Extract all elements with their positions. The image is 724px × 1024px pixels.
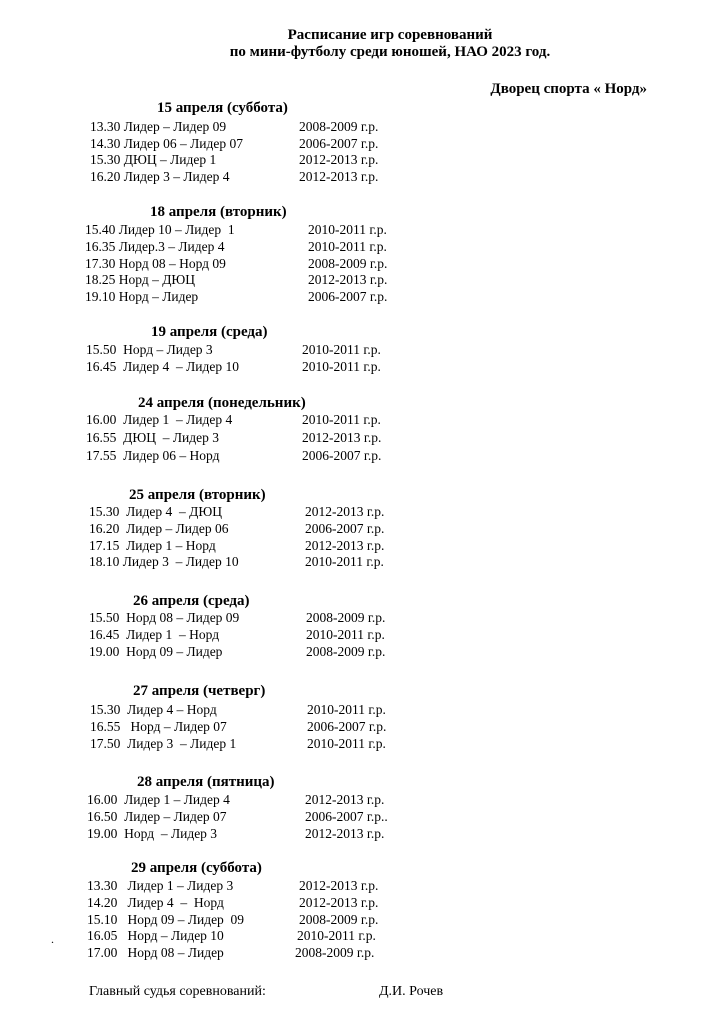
game-age-group: 2012-2013 г.р. — [299, 878, 379, 893]
chief-referee-name: Д.И. Рочев — [379, 984, 444, 999]
game-row — [85, 238, 387, 255]
day-heading: 28 апреля (пятница) — [137, 774, 275, 790]
game-age-group: 2008-2009 г.р. — [308, 255, 388, 271]
game-row — [90, 152, 379, 168]
game-match: 16.45 Лидер 1 – Норд — [89, 626, 220, 642]
game-row — [89, 520, 385, 537]
game-match: 17.50 Лидер 3 – Лидер 1 — [90, 735, 237, 751]
day-heading: 24 апреля (понедельник) — [138, 395, 306, 411]
day-heading: 18 апреля (вторник) — [150, 204, 287, 220]
document-title-line-2: по мини-футболу среди юношей, НАО 2023 год. — [229, 44, 551, 60]
game-row — [89, 610, 386, 626]
chief-referee-label: Главный судья соревнований: — [89, 984, 266, 999]
game-match: 17.15 Лидер 1 – Норд — [89, 537, 216, 553]
game-row — [89, 504, 385, 520]
game-age-group: 2012-2013 г.р. — [305, 537, 385, 553]
day-heading: 27 апреля (четверг) — [133, 683, 266, 699]
game-match: 15.50 Норд – Лидер 3 — [86, 342, 213, 357]
game-row — [89, 626, 385, 643]
game-row — [86, 358, 381, 375]
day-heading: 26 апреля (среда) — [133, 593, 250, 609]
game-age-group: 2006-2007 г.р.. — [305, 808, 388, 824]
game-match: 16.45 Лидер 4 – Лидер 10 — [86, 358, 239, 374]
game-row — [90, 119, 379, 135]
game-match: 16.00 Лидер 1 – Лидер 4 — [86, 412, 233, 427]
day-heading: 29 апреля (суббота) — [131, 860, 262, 876]
game-row — [85, 272, 388, 288]
game-age-group: 2008-2009 г.р. — [299, 911, 379, 927]
game-match: 15.30 ДЮЦ – Лидер 1 — [90, 152, 217, 168]
game-age-group: 2012-2013 г.р. — [305, 792, 385, 807]
game-age-group: 2012-2013 г.р. — [299, 152, 379, 168]
game-age-group: 2010-2011 г.р. — [297, 928, 376, 944]
game-age-group: 2006-2007 г.р. — [302, 447, 382, 463]
game-match: 15.50 Норд 08 – Лидер 09 — [89, 610, 240, 625]
game-row — [89, 537, 385, 554]
game-row — [90, 169, 379, 185]
game-age-group: 2012-2013 г.р. — [302, 429, 382, 445]
venue-title: Дворец спорта « Норд» — [490, 81, 647, 97]
game-age-group: 2010-2011 г.р. — [302, 358, 381, 374]
game-age-group: 2012-2013 г.р. — [299, 169, 379, 185]
game-row — [86, 342, 381, 358]
game-row — [87, 911, 379, 928]
game-row — [85, 255, 388, 272]
game-match: 13.30 Лидер 1 – Лидер 3 — [87, 878, 234, 893]
game-row — [87, 792, 385, 808]
game-match: 16.50 Лидер – Лидер 07 — [87, 808, 227, 824]
game-age-group: 2010-2011 г.р. — [306, 626, 385, 642]
game-row — [90, 718, 387, 735]
day-heading: 19 апреля (среда) — [151, 324, 268, 340]
game-row — [86, 447, 382, 464]
game-row — [87, 878, 379, 894]
game-match: 15.40 Лидер 10 – Лидер 1 — [85, 222, 235, 237]
game-match: 16.05 Норд – Лидер 10 — [87, 928, 224, 944]
game-match: 16.00 Лидер 1 – Лидер 4 — [87, 792, 230, 807]
game-row — [87, 945, 375, 961]
game-row — [87, 928, 376, 944]
game-age-group: 2006-2007 г.р. — [305, 520, 385, 536]
game-match: 17.30 Норд 08 – Норд 09 — [85, 255, 226, 271]
stray-mark: . — [51, 932, 54, 946]
game-row — [90, 135, 379, 152]
game-age-group: 2010-2011 г.р. — [302, 412, 381, 427]
game-row — [85, 222, 387, 238]
game-age-group: 2008-2009 г.р. — [306, 610, 386, 625]
game-row — [87, 808, 388, 825]
day-heading: 15 апреля (суббота) — [157, 100, 288, 116]
game-age-group: 2010-2011 г.р. — [308, 222, 387, 237]
game-row — [89, 643, 386, 660]
game-age-group: 2008-2009 г.р. — [306, 643, 386, 659]
game-age-group: 2012-2013 г.р. — [299, 894, 379, 910]
game-row — [86, 412, 381, 428]
game-match: 19.10 Норд – Лидер — [85, 289, 199, 305]
game-age-group: 2012-2013 г.р. — [305, 825, 385, 841]
game-match: 14.30 Лидер 06 – Лидер 07 — [90, 135, 243, 151]
game-match: 15.10 Норд 09 – Лидер 09 — [87, 911, 245, 927]
game-row — [90, 735, 386, 752]
game-age-group: 2010-2011 г.р. — [302, 342, 381, 357]
game-row — [90, 702, 386, 718]
game-age-group: 2008-2009 г.р. — [299, 119, 379, 134]
game-age-group: 2006-2007 г.р. — [308, 289, 388, 305]
game-match: 16.20 Лидер 3 – Лидер 4 — [90, 169, 230, 185]
game-row — [86, 429, 382, 446]
game-match: 18.10 Лидер 3 – Лидер 10 — [89, 554, 239, 570]
game-match: 15.30 Лидер 4 – Норд — [90, 702, 217, 717]
game-match: 16.35 Лидер.3 – Лидер 4 — [85, 238, 225, 254]
game-match: 15.30 Лидер 4 – ДЮЦ — [89, 504, 222, 519]
game-age-group: 2006-2007 г.р. — [299, 135, 379, 151]
game-match: 16.55 ДЮЦ – Лидер 3 — [86, 429, 219, 445]
game-match: 14.20 Лидер 4 – Норд — [87, 894, 224, 910]
game-age-group: 2010-2011 г.р. — [307, 735, 386, 751]
game-age-group: 2010-2011 г.р. — [305, 554, 384, 570]
game-match: 17.00 Норд 08 – Лидер — [87, 945, 224, 961]
game-match: 16.20 Лидер – Лидер 06 — [89, 520, 229, 536]
day-heading: 25 апреля (вторник) — [129, 487, 266, 503]
game-match: 18.25 Норд – ДЮЦ — [85, 272, 196, 288]
game-match: 17.55 Лидер 06 – Норд — [86, 447, 220, 463]
game-age-group: 2006-2007 г.р. — [307, 718, 387, 734]
game-age-group: 2010-2011 г.р. — [307, 702, 386, 717]
document-title-line-1: Расписание игр соревнований — [287, 27, 493, 43]
game-age-group: 2012-2013 г.р. — [305, 504, 385, 519]
game-age-group: 2012-2013 г.р. — [308, 272, 388, 288]
game-match: 13.30 Лидер – Лидер 09 — [90, 119, 227, 134]
game-match: 19.00 Норд – Лидер 3 — [87, 825, 218, 841]
game-age-group: 2008-2009 г.р. — [295, 945, 375, 961]
game-match: 19.00 Норд 09 – Лидер — [89, 643, 223, 659]
game-row — [85, 289, 388, 305]
game-row — [87, 894, 379, 911]
game-row — [87, 825, 385, 842]
game-age-group: 2010-2011 г.р. — [308, 238, 387, 254]
game-row — [89, 554, 384, 570]
game-match: 16.55 Норд – Лидер 07 — [90, 718, 227, 734]
